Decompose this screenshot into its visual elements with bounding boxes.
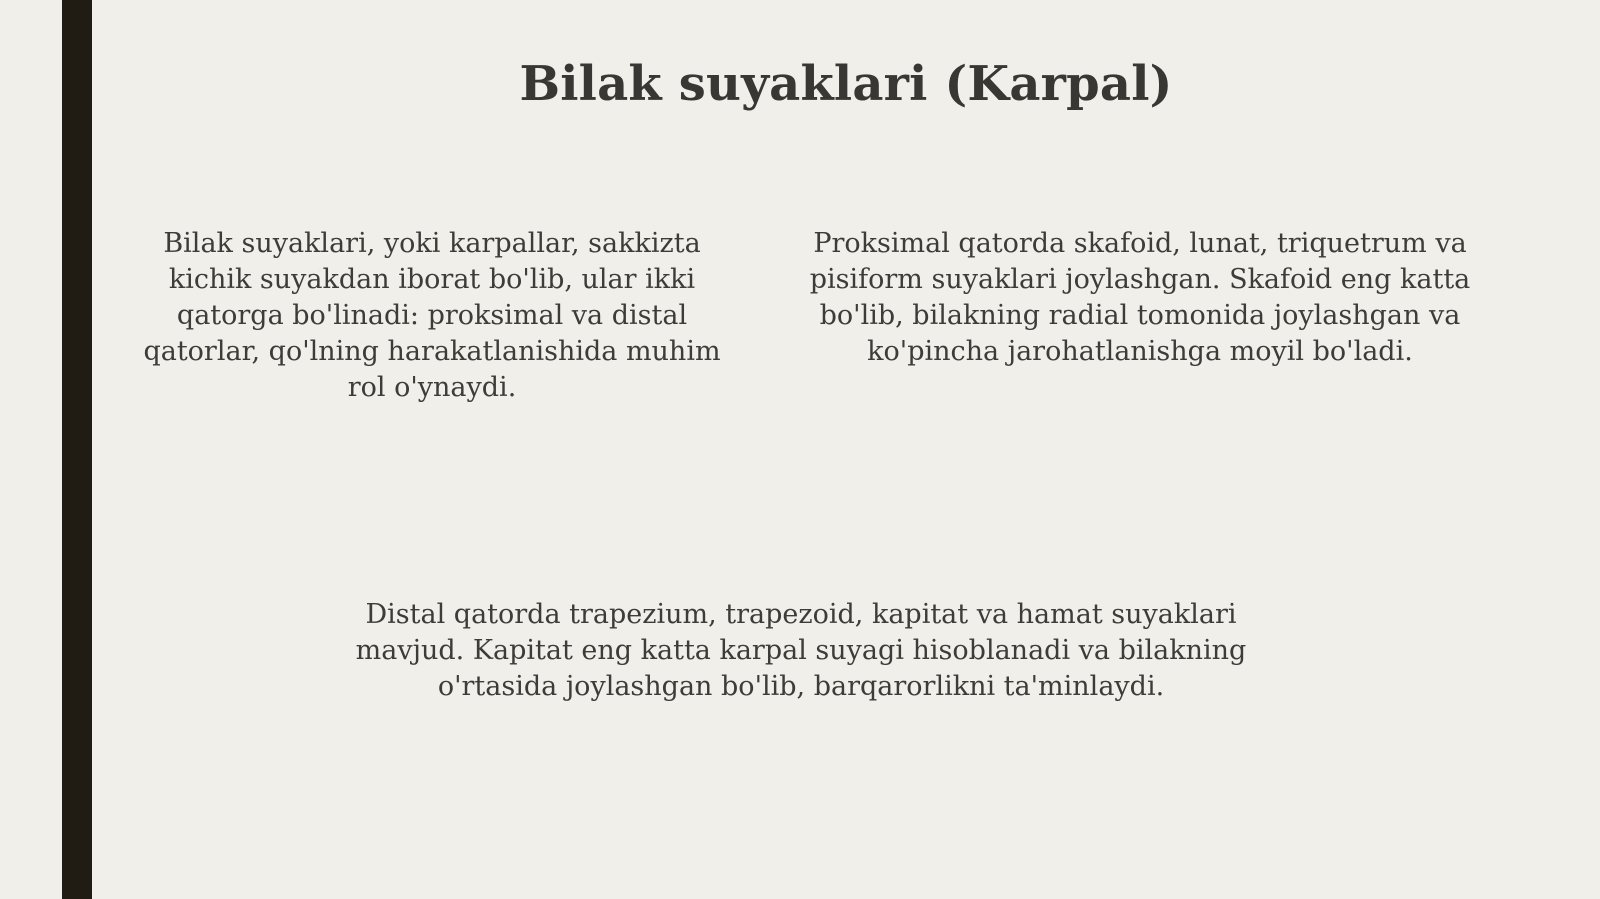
accent-bar	[62, 0, 92, 899]
paragraph-distal-row: Distal qatorda trapezium, trapezoid, kapitat va hamat suyaklari mavjud. Kapitat eng katta karpal suyagi hisoblanadi va bilakning o'rtasida joylashgan bo'lib, barqarorlikni ta'minlaydi.	[355, 599, 1247, 702]
slide-title: Bilak suyaklari (Karpal)	[519, 56, 1173, 112]
paragraph-karpal-intro: Bilak suyaklari, yoki karpallar, sakkizta kichik suyakdan iborat bo'lib, ular ikki qatorga bo'linadi: proksimal va distal qatorlar, qo'lning harakatlanishida muhim rol o'ynaydi.	[143, 228, 721, 403]
paragraph-proximal-row: Proksimal qatorda skafoid, lunat, triquetrum va pisiform suyaklari joylashgan. Skafoid eng katta bo'lib, bilakning radial tomonida joylashgan va ko'pincha jarohatlanishga moyil bo'ladi.	[809, 228, 1471, 367]
